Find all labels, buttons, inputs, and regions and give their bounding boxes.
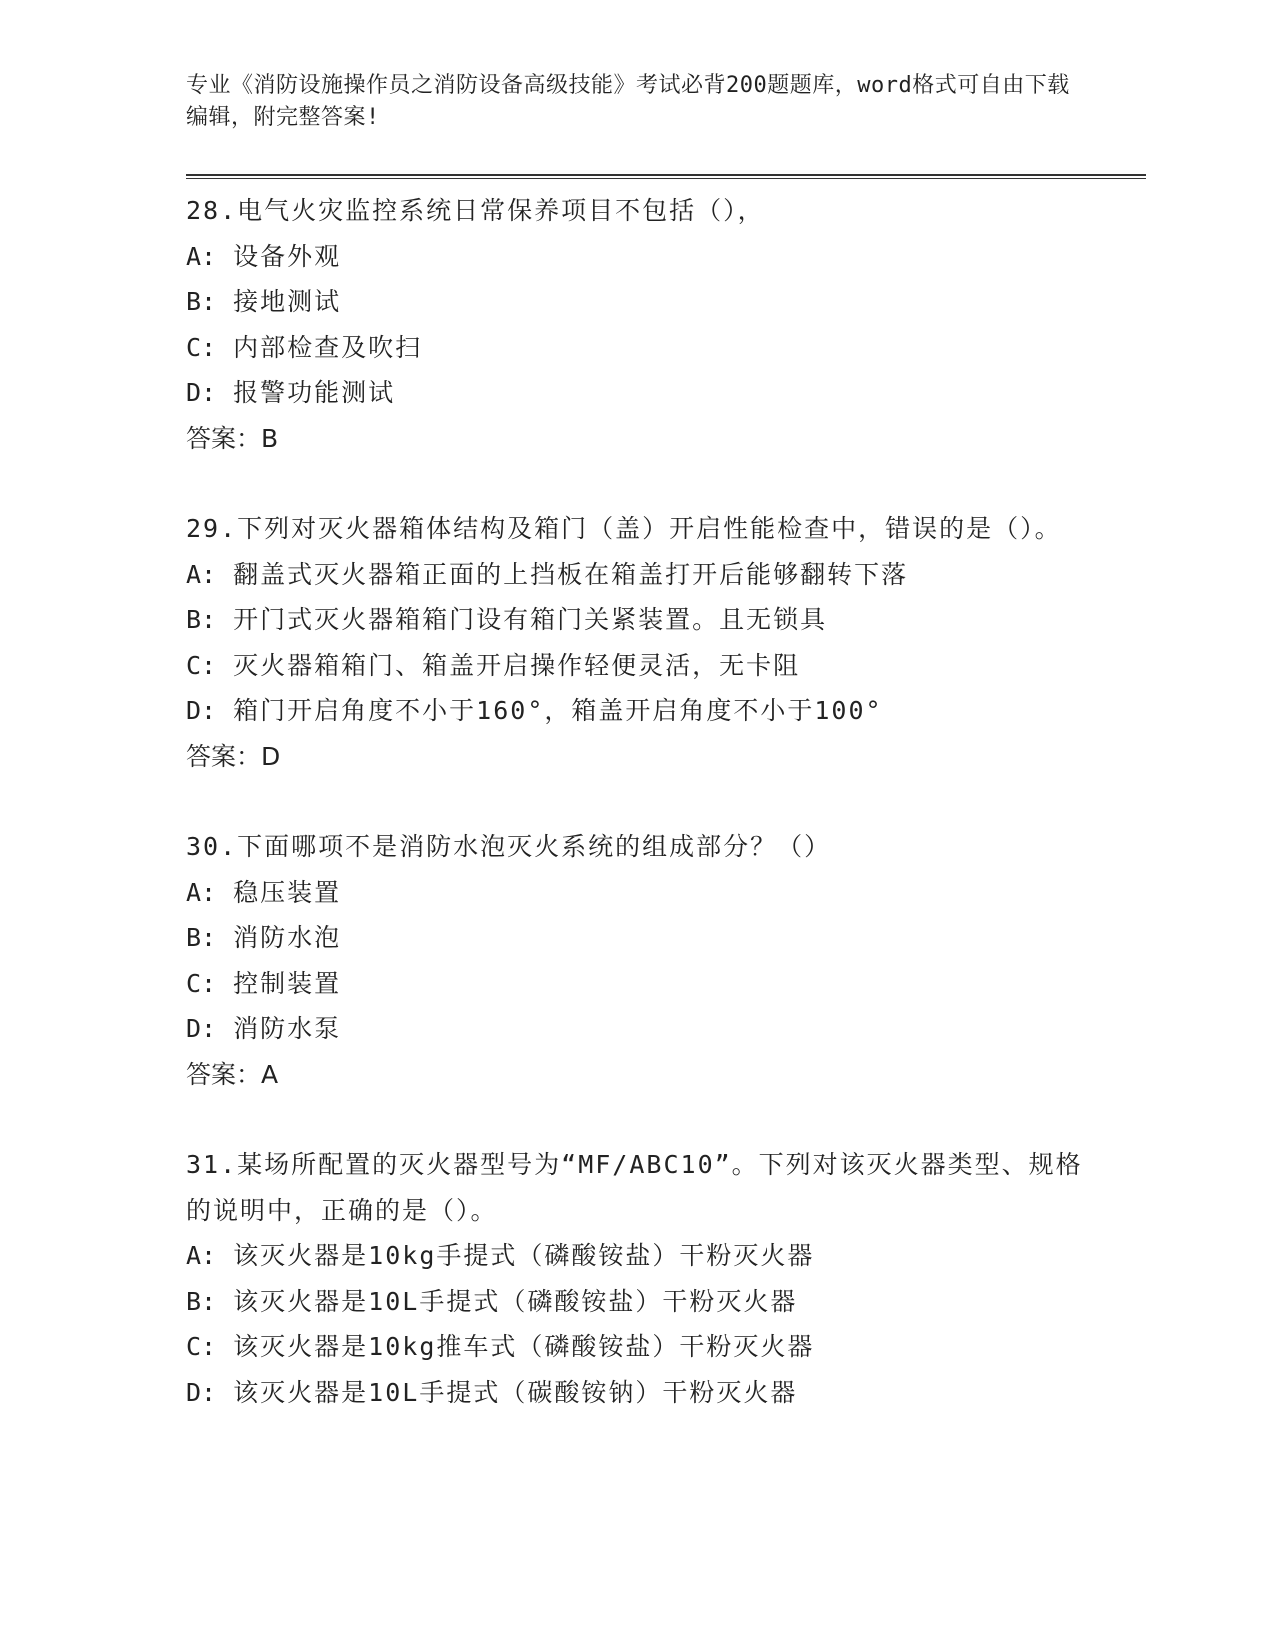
option-d	[186, 1006, 1086, 1052]
question-stem: 28.电气火灾监控系统日常保养项目不包括（），	[186, 196, 765, 225]
option-letter: A:	[186, 559, 217, 589]
option-b	[186, 1279, 1086, 1325]
option-letter: C:	[186, 1332, 217, 1361]
option-text: 接地测试	[233, 287, 342, 316]
option-letter: D:	[186, 1014, 217, 1043]
option-d	[186, 370, 1086, 416]
option-letter: A:	[186, 1241, 217, 1270]
option-text: 该灭火器是10L手提式（磷酸铵盐）干粉灭火器	[233, 1286, 798, 1316]
option-letter: D:	[186, 378, 217, 407]
option-letter: C:	[186, 968, 217, 998]
option-letter: A:	[186, 241, 217, 271]
page-header: 专业《消防设施操作员之消防设备高级技能》考试必背200题题库，word格式可自由下载编辑，附完整答案!	[186, 73, 1070, 130]
question-28	[186, 188, 1086, 461]
option-text: 该灭火器是10kg手提式（磷酸铵盐）干粉灭火器	[233, 1241, 815, 1270]
question-29	[186, 506, 1086, 779]
option-c	[186, 961, 1086, 1007]
option-text: 开门式灭火器箱箱门设有箱门关紧装置。且无锁具	[233, 605, 828, 634]
answer-line: 答案：B	[186, 423, 279, 453]
option-a	[186, 1233, 1086, 1279]
option-d	[186, 688, 1086, 734]
option-text: 箱门开启角度不小于160°，箱盖开启角度不小于100°	[233, 696, 883, 725]
option-text: 报警功能测试	[233, 378, 396, 407]
option-b	[186, 279, 1086, 325]
header-divider	[186, 174, 1146, 179]
option-c	[186, 643, 1086, 689]
option-text: 灭火器箱箱门、箱盖开启操作轻便灵活，无卡阻	[233, 650, 801, 680]
option-letter: B:	[186, 1286, 217, 1316]
question-stem: 31.某场所配置的灭火器型号为“MF/ABC10”。下列对该灭火器类型、规格的说明中，正确的是（）。	[186, 1150, 1083, 1225]
option-text: 消防水泡	[233, 923, 342, 952]
option-text: 翻盖式灭火器箱正面的上挡板在箱盖打开后能够翻转下落	[233, 559, 909, 589]
option-letter: B:	[186, 923, 217, 952]
option-a	[186, 552, 1086, 598]
option-a	[186, 870, 1086, 916]
option-text: 该灭火器是10kg推车式（磷酸铵盐）干粉灭火器	[233, 1332, 815, 1361]
question-stem: 30.下面哪项不是消防水泡灭火系统的组成部分？（）	[186, 832, 832, 861]
answer-line: 答案：A	[186, 1059, 279, 1089]
question-31	[186, 1142, 1086, 1415]
option-b	[186, 915, 1086, 961]
option-text: 该灭火器是10L手提式（碳酸铵钠）干粉灭火器	[233, 1377, 798, 1407]
option-text: 稳压装置	[233, 877, 342, 907]
option-c	[186, 325, 1086, 371]
option-letter: D:	[186, 696, 217, 725]
option-letter: B:	[186, 605, 217, 634]
question-30	[186, 824, 1086, 1097]
option-text: 设备外观	[233, 241, 342, 271]
option-text: 内部检查及吹扫	[233, 332, 423, 362]
option-c	[186, 1324, 1086, 1370]
option-letter: A:	[186, 877, 217, 907]
question-list	[186, 188, 1086, 1460]
option-b	[186, 597, 1086, 643]
option-a	[186, 234, 1086, 280]
option-text: 消防水泵	[233, 1014, 342, 1043]
option-d	[186, 1370, 1086, 1416]
question-stem: 29.下列对灭火器箱体结构及箱门（盖）开启性能检查中，错误的是（）。	[186, 514, 1062, 543]
answer-line: 答案：D	[186, 741, 281, 771]
option-letter: B:	[186, 287, 217, 316]
option-letter: C:	[186, 332, 217, 362]
option-letter: D:	[186, 1377, 217, 1407]
option-text: 控制装置	[233, 968, 342, 998]
option-letter: C:	[186, 650, 217, 680]
